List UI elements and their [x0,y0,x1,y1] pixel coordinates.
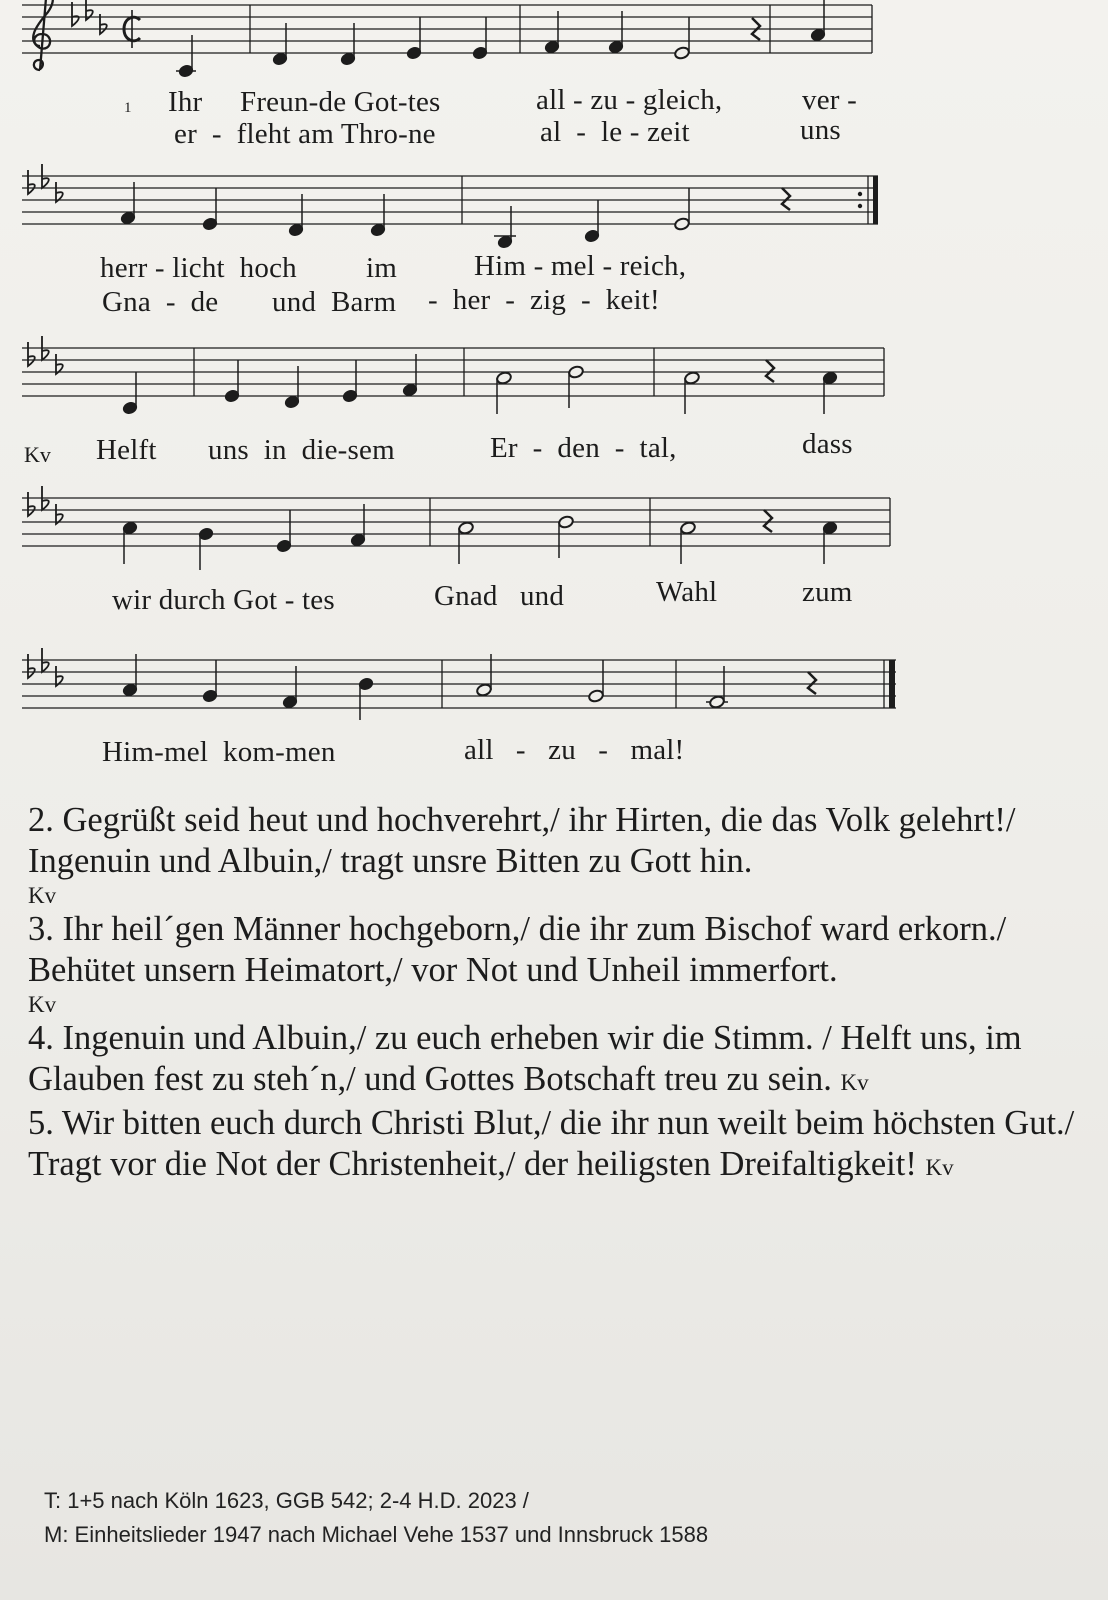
verse-2 [28,800,1098,907]
key-signature-flats [28,336,63,374]
notes-system-5 [122,654,816,720]
lyric-syllable: Gna - de [102,286,219,318]
music-system-2 [0,150,1108,318]
lyric-syllable: uns in die-sem [208,434,395,466]
notes-system-1 [176,0,826,78]
music-system-5 [0,640,1108,790]
notes-system-2 [120,182,790,249]
lyric-syllable: im [366,252,398,284]
verse-text: 3. Ihr heil´gen Männer hochgeborn,/ die ihr zum Bischof ward erkorn./ Behütet unsern Heimatort,/ vor Not und Unheil immerfort. [28,910,1007,989]
lyric-syllable: Helft [96,434,157,466]
lyric-syllable: al - le - zeit [540,116,690,148]
lyric-syllable: herr - licht hoch [100,252,297,284]
music-system-3 [0,320,1108,470]
lyric-syllable: zum [802,576,853,608]
lyric-syllable: Er - den - tal, [490,432,677,464]
verse-3 [28,909,1098,1016]
lyric-syllable: Him - mel - reich, [474,250,687,282]
lyric-syllable: all - zu - mal! [464,734,685,766]
lyric-syllable: Wahl [656,576,718,608]
lyric-syllable: dass [802,428,853,460]
refrain-marker: Kv [840,1070,869,1095]
text-credit: T: 1+5 nach Köln 1623, GGB 542; 2-4 H.D. 2023 / [44,1488,529,1513]
refrain-marker: Kv [28,992,57,1017]
treble-clef-icon [33,0,53,70]
verse-text: 2. Gegrüßt seid heut und hochverehrt,/ ihr Hirten, die das Volk gelehrt!/ Ingenuin und Albuin,/ tragt unsre Bitten zu Gott hin. [28,801,1016,880]
additional-verses [28,800,1098,1188]
verse-text: 4. Ingenuin und Albuin,/ zu euch erheben wir die Stimm. / Helft uns, im Glauben fest zu steh´n,/ und Gottes Botschaft treu zu sein. [28,1019,1022,1098]
lyric-syllable: und Barm [272,286,397,318]
credits [44,1484,708,1552]
verse-4 [28,1018,1098,1103]
lyric-syllable: ver - [802,84,857,116]
refrain-marker: Kv [24,442,51,467]
lyric-syllable: wir durch Got - tes [112,584,335,616]
lyric-syllable: uns [800,114,841,146]
lyric-syllable: er - fleht am Thro-ne [174,118,436,150]
refrain-marker: Kv [28,883,57,908]
lyric-syllable: Gnad und [434,580,565,612]
verse-text: 5. Wir bitten euch durch Christi Blut,/ die ihr nun weilt beim höchsten Gut./ Tragt vor die Not der Christenheit,/ der heiligsten Dreifaltigkeit! [28,1104,1075,1183]
music-system-4 [0,470,1108,620]
refrain-marker: Kv [925,1155,954,1180]
verse-number: 1 [124,100,132,116]
verse-5 [28,1103,1098,1188]
key-signature-flats [28,486,63,524]
music-credit: M: Einheitslieder 1947 nach Michael Vehe 1537 und Innsbruck 1588 [44,1522,709,1547]
lyric-syllable: Him-mel kom-men [102,736,336,768]
lyric-syllable: Ihr [168,86,203,118]
lyric-syllable: all - zu - gleich, [536,84,723,116]
key-signature-flats [28,164,63,202]
key-signature-flats [28,648,63,686]
music-system-1 [0,0,1108,150]
lyric-syllable: Freun-de Got-tes [240,86,441,118]
lyric-syllable: - her - zig - keit! [428,284,660,316]
notes-system-4 [122,504,838,570]
